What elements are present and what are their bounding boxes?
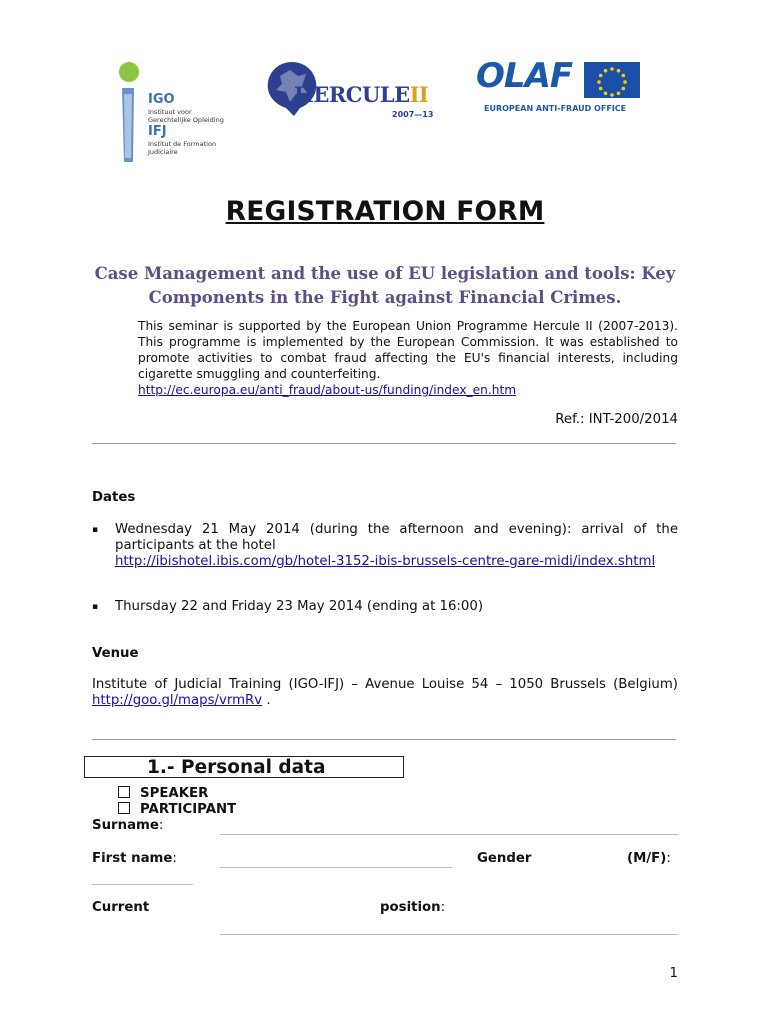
igo-line3: Gerechtelijke Opleiding [148,116,224,124]
ifj-line2: Institut de Formation [148,140,217,148]
gender-label: Gender [477,851,532,866]
speaker-option[interactable] [118,786,208,802]
document-title: REGISTRATION FORM [225,196,545,227]
venue-text: Institute of Judicial Training (IGO-IFJ) – Avenue Louise 54 – 1050 Brussels (Belgium) [92,677,678,692]
position-colon: : [440,900,446,915]
intro-paragraph [138,318,678,398]
first-name-label [92,851,177,867]
speaker-label: SPEAKER [140,786,209,801]
bullet-marker: ▪ [92,525,99,535]
surname-colon: : [158,818,164,833]
position-label [380,900,445,916]
participant-checkbox[interactable] [118,802,130,814]
first-name-field[interactable] [220,867,452,868]
page-number: 1 [669,966,678,981]
venue-period: . [266,693,271,708]
current-label: Current [92,900,150,915]
section-personal-data-title: 1.- Personal data [84,756,404,778]
current-position-field[interactable] [220,934,678,935]
olaf-logo [476,58,640,120]
list-item-arrival [92,522,678,586]
position-label-text: position [380,900,441,915]
hercule-years: 2007—13 [392,110,434,119]
gender-colon: : [666,851,671,866]
gender-hint-text: (M/F) [627,851,667,866]
seminar-days-text: Thursday 22 and Friday 23 May 2014 (ending at 16:00) [115,599,484,614]
gender-field[interactable] [92,884,193,885]
participant-label: PARTICIPANT [140,802,237,817]
surname-field[interactable] [220,834,678,835]
igo-line2: Instituut voor [148,108,192,116]
venue-heading: Venue [92,646,139,661]
hercule-funding-link[interactable]: http://ec.europa.eu/anti_fraud/about-us/funding/index_en.htm [138,383,517,397]
surname-label [92,818,163,834]
hercule-wordmark [294,82,428,107]
divider-1 [92,443,676,444]
olaf-wordmark: OLAF [476,56,573,96]
dates-heading: Dates [92,490,136,505]
surname-label-text: Surname [92,818,159,833]
hercule-numeral: II [409,82,429,107]
arrival-text-block [115,522,678,570]
venue-map-link[interactable]: http://goo.gl/maps/vrmRv [92,693,263,708]
hotel-link[interactable]: http://ibishotel.ibis.com/gb/hotel-3152-ibis-brussels-centre-gare-midi/index.shtml [115,554,656,569]
reference-number: Ref.: INT-200/2014 [555,412,678,427]
list-item-seminar-days [92,599,678,615]
bullet-marker: ▪ [92,602,99,612]
participant-option[interactable] [118,802,236,818]
igo-ifj-logo [112,58,232,170]
first-name-colon: : [172,851,177,866]
eu-flag-icon [584,62,640,98]
ifj-acronym: IFJ [148,124,167,139]
hercule-name: HERCULE [294,82,410,107]
gender-hint [627,851,671,867]
ifj-line3: Judiciaire [148,148,178,156]
speaker-checkbox[interactable] [118,786,130,798]
venue-paragraph [92,677,678,709]
olaf-caption: EUROPEAN ANTI-FRAUD OFFICE [484,104,627,113]
intro-text: This seminar is supported by the European Union Programme Hercule II (2007-2013). This programme is implemented by the European Commission. It was established to promote activities to combat fraud affecting the EU's financial interests, including cigarette smuggling and counterfeiting. [138,319,678,381]
igo-acronym: IGO [148,92,175,107]
seminar-subtitle: Case Management and the use of EU legislation and tools: Key Components in the Fight against Financial Crimes. [94,264,676,307]
divider-2 [92,739,676,740]
arrival-text: Wednesday 21 May 2014 (during the afternoon and evening): arrival of the participants at the hotel [115,522,678,553]
first-name-label-text: First name [92,851,173,866]
hercule-logo [264,58,454,130]
